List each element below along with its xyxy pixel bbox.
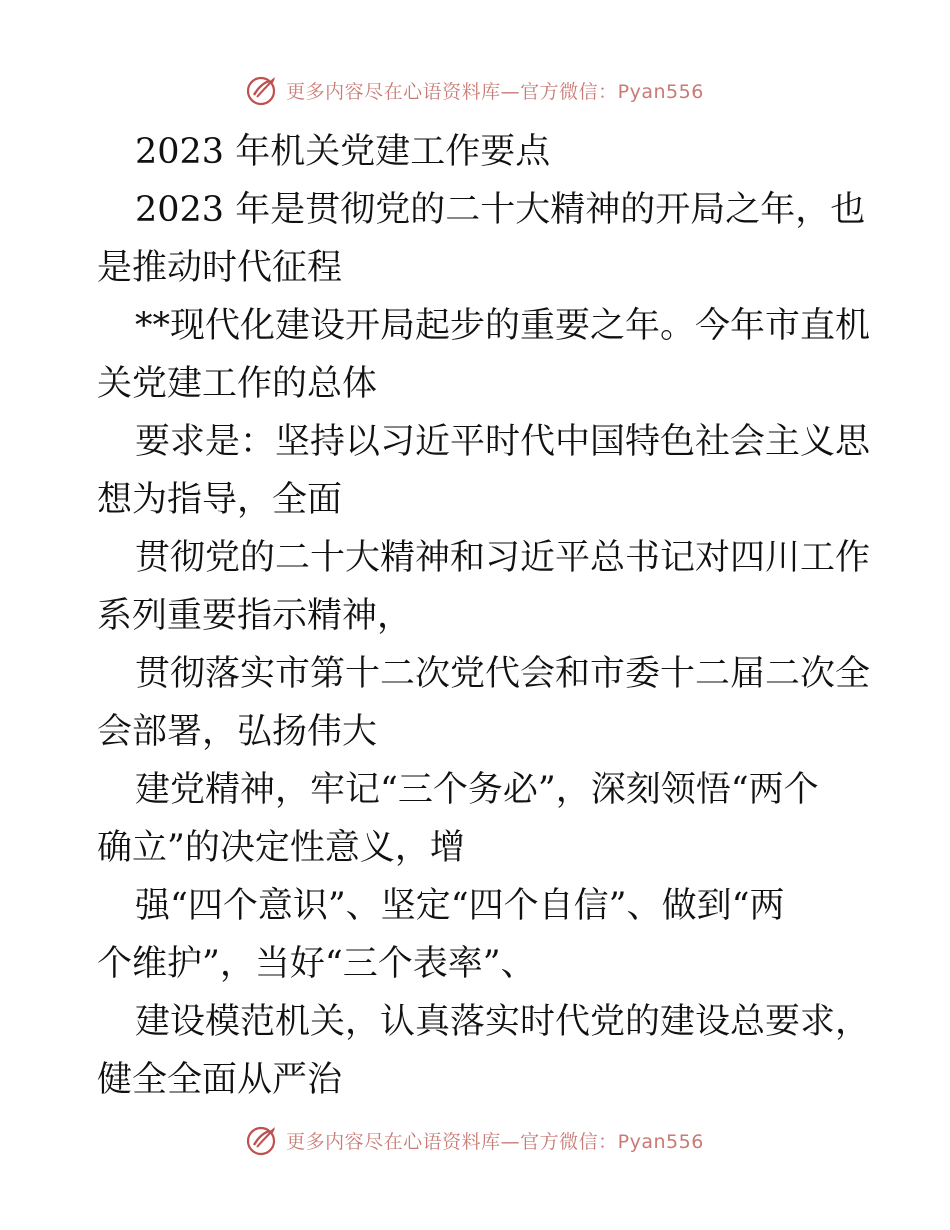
paragraph bbox=[97, 413, 871, 529]
paragraph bbox=[97, 645, 871, 761]
book-logo-icon bbox=[246, 1123, 280, 1157]
paragraph-line: 2023 年是贯彻党的二十大精神的开局之年，也 bbox=[135, 190, 866, 230]
paragraph-line: 建设模范机关，认真落实时代党的建设总要求， bbox=[135, 1002, 871, 1042]
paragraph-line: 想为指导，全面 bbox=[97, 480, 343, 520]
document-body bbox=[97, 123, 871, 1109]
paragraph-line: 会部署，弘扬伟大 bbox=[97, 712, 378, 752]
paragraph-line: **现代化建设开局起步的重要之年。今年市直机 bbox=[135, 306, 871, 346]
paragraph-line: 贯彻落实市第十二次党代会和市委十二届二次全 bbox=[135, 654, 871, 694]
paragraph-line: 要求是：坚持以习近平时代中国特色社会主义思 bbox=[135, 422, 871, 462]
paragraph-line: 2023 年机关党建工作要点 bbox=[135, 132, 551, 172]
watermark-text: 更多内容尽在心语资料库—官方微信：Pyan556 bbox=[286, 80, 704, 103]
paragraph bbox=[97, 993, 871, 1109]
paragraph bbox=[97, 181, 866, 297]
book-logo-icon bbox=[246, 73, 280, 107]
paragraph-line: 关党建工作的总体 bbox=[97, 364, 378, 404]
watermark-footer bbox=[0, 1120, 950, 1160]
paragraph bbox=[97, 529, 871, 645]
watermark-text: 更多内容尽在心语资料库—官方微信：Pyan556 bbox=[286, 1130, 704, 1153]
paragraph-line: 系列重要指示精神， bbox=[97, 596, 413, 636]
paragraph-line: 个维护”，当好“三个表率”、 bbox=[97, 944, 536, 984]
document-title bbox=[97, 123, 857, 181]
paragraph bbox=[97, 761, 857, 877]
paragraph bbox=[97, 297, 871, 413]
paragraph-line: 健全全面从严治 bbox=[97, 1060, 343, 1100]
paragraph-line: 强“四个意识”、坚定“四个自信”、做到“两 bbox=[135, 886, 785, 926]
paragraph-line: 建党精神，牢记“三个务必”，深刻领悟“两个 bbox=[135, 770, 819, 810]
paragraph-line: 确立”的决定性意义，增 bbox=[97, 828, 465, 868]
watermark-header bbox=[0, 70, 950, 110]
paragraph-line: 是推动时代征程 bbox=[97, 248, 343, 288]
paragraph-line: 贯彻党的二十大精神和习近平总书记对四川工作 bbox=[135, 538, 871, 578]
paragraph bbox=[97, 877, 857, 993]
